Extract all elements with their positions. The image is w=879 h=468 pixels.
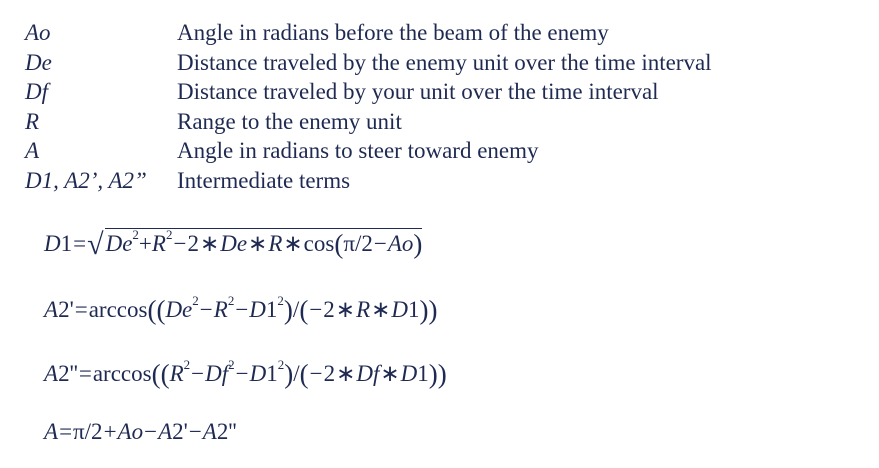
definition-description: Distance traveled by the enemy unit over the time interval xyxy=(177,49,712,75)
definition-row xyxy=(25,48,865,78)
definition-row xyxy=(25,136,865,166)
definition-row xyxy=(25,166,865,196)
definition-description: Distance traveled by your unit over the time interval xyxy=(177,79,659,104)
definition-symbol: A xyxy=(25,138,40,163)
definition-symbol: Ao xyxy=(25,20,51,45)
definition-description: Angle in radians to steer toward enemy xyxy=(177,138,539,163)
definition-symbol: D1, A2’, A2” xyxy=(25,167,147,193)
definition-row xyxy=(25,77,865,107)
definition-description: Range to the enemy unit xyxy=(177,108,402,134)
definition-description: Angle in radians before the beam of the enemy xyxy=(177,20,609,45)
equation-d1: $D1=√De^2+R^2-2∗De∗R∗\cos(\pi/2-Ao)$ xyxy=(44,227,423,261)
definition-description: Intermediate terms xyxy=(177,167,351,193)
definition-row xyxy=(25,107,865,137)
equation-a2-prime: $A2'=\arccos((De^2-R^2-D1^2)/(-2∗R∗D1))$ xyxy=(44,293,438,325)
definition-symbol: De xyxy=(25,49,52,75)
definition-symbol: Df xyxy=(25,79,48,104)
definition-row xyxy=(25,18,865,48)
equation-a: A=π/2+Ao−A2'−A2'' xyxy=(44,419,237,444)
definitions-table xyxy=(25,18,865,195)
equation-a2-double-prime: $A2''=\arccos((R^2-Df^2-D1^2)/(-2∗Df∗D1))$ xyxy=(44,357,447,389)
definition-symbol: R xyxy=(25,108,40,134)
